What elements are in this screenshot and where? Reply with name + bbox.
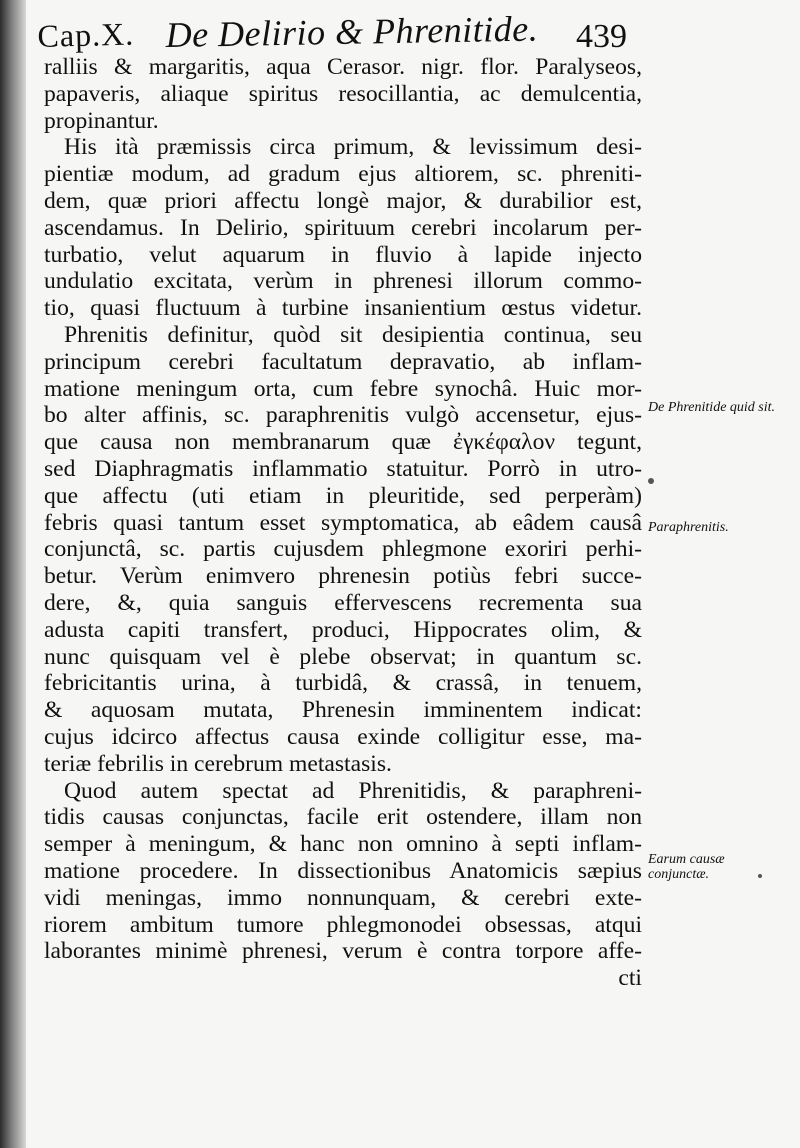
catchword: cti bbox=[618, 965, 642, 992]
text-line: tio, quasi fluctuum à turbine insanientium œstus videtur. bbox=[44, 295, 642, 322]
margin-note-paraphrenitis: Paraphrenitis. bbox=[648, 520, 729, 535]
text-line: turbatio, velut aquarum in fluvio à lapide injecto bbox=[44, 241, 642, 268]
text-line: dere, &, quia sanguis effervescens recrementa sua bbox=[44, 589, 642, 616]
text-line: ascendamus. In Delirio, spirituum cerebri incolarum per- bbox=[44, 214, 642, 241]
text-line: tidis causas conjunctas, facile erit ostendere, illam non bbox=[44, 804, 642, 831]
text-line: matione meningum orta, cum febre synochâ. Huic mor- bbox=[44, 375, 642, 402]
text-line: que affectu (uti etiam in pleuritide, sed perperàm) bbox=[44, 482, 642, 509]
text-line: conjunctâ, sc. partis cujusdem phlegmone exoriri perhi- bbox=[44, 536, 642, 563]
text-line: pientiæ modum, ad gradum ejus altiorem, sc. phreniti- bbox=[44, 161, 642, 188]
text-line: papaveris, aliaque spiritus resocillantia, ac demulcentia, bbox=[44, 80, 642, 107]
text-line: laborantes minimè phrenesi, verum è contra torpore affe- bbox=[44, 938, 642, 965]
text-line: febricitantis urina, à turbidâ, & crassâ, in tenuem, bbox=[44, 670, 642, 697]
text-line: matione procedere. In dissectionibus Anatomicis sæpius bbox=[44, 857, 642, 884]
margin-note-causae: Earum causæ conjunctæ. bbox=[648, 852, 725, 882]
text-line: adusta capiti transfert, produci, Hippocrates olim, & bbox=[44, 616, 642, 643]
text-line: febris quasi tantum esset symptomatica, ab eâdem causâ bbox=[44, 509, 642, 536]
text-line: Quod autem spectat ad Phrenitidis, & paraphreni- bbox=[64, 777, 642, 804]
text-line: bo alter affinis, sc. paraphrenitis vulgò accensetur, ejus- bbox=[44, 402, 642, 429]
text-line: dem, quæ priori affectu longè major, & durabilior est, bbox=[44, 187, 642, 214]
text-line: nunc quisquam vel è plebe observat; in quantum sc. bbox=[44, 643, 642, 670]
text-line: principum cerebri facultatum depravatio, ab inflam- bbox=[44, 348, 642, 375]
page-number: 439 bbox=[576, 18, 627, 55]
ink-mark bbox=[758, 874, 762, 878]
text-line: betur. Verùm enimvero phrenesin potiùs febri succe- bbox=[44, 563, 642, 590]
text-line: que causa non membranarum quæ ἐγκέφαλον tegunt, bbox=[44, 429, 642, 456]
main-text-block bbox=[44, 54, 642, 992]
binding-shadow bbox=[0, 0, 26, 1148]
text-line: vidi meningas, immo nonnunquam, & cerebri exte- bbox=[44, 884, 642, 911]
text-line: ralliis & margaritis, aqua Cerasor. nigr. flor. Paralyseos, bbox=[44, 54, 642, 80]
text-line: riorem ambitum tumore phlegmonodei obsessas, atqui bbox=[44, 911, 642, 938]
text-line: propinantur. bbox=[44, 107, 159, 134]
text-line: cujus idcirco affectus causa exinde colligitur esse, ma- bbox=[44, 723, 642, 750]
text-line: semper à meningum, & hanc non omnino à septi inflam- bbox=[44, 831, 642, 858]
text-line: & aquosam mutata, Phrenesin imminentem indicat: bbox=[44, 697, 642, 724]
margin-note-phrenitis: De Phrenitide quid sit. bbox=[648, 400, 776, 415]
text-line: His ità præmissis circa primum, & levissimum desi- bbox=[64, 134, 642, 161]
header-title: De Delirio & Phrenitide. bbox=[165, 8, 539, 56]
ink-mark bbox=[648, 478, 654, 484]
text-line: sed Diaphragmatis inflammatio statuitur. Porrò in utro- bbox=[44, 455, 642, 482]
text-line: Phrenitis definitur, quòd sit desipientia continua, seu bbox=[64, 321, 642, 348]
text-line: teriæ febrilis in cerebrum metastasis. bbox=[44, 750, 392, 777]
chapter-label: Cap.X. bbox=[37, 15, 135, 55]
text-line: undulatio excitata, verùm in phrenesi illorum commo- bbox=[44, 268, 642, 295]
